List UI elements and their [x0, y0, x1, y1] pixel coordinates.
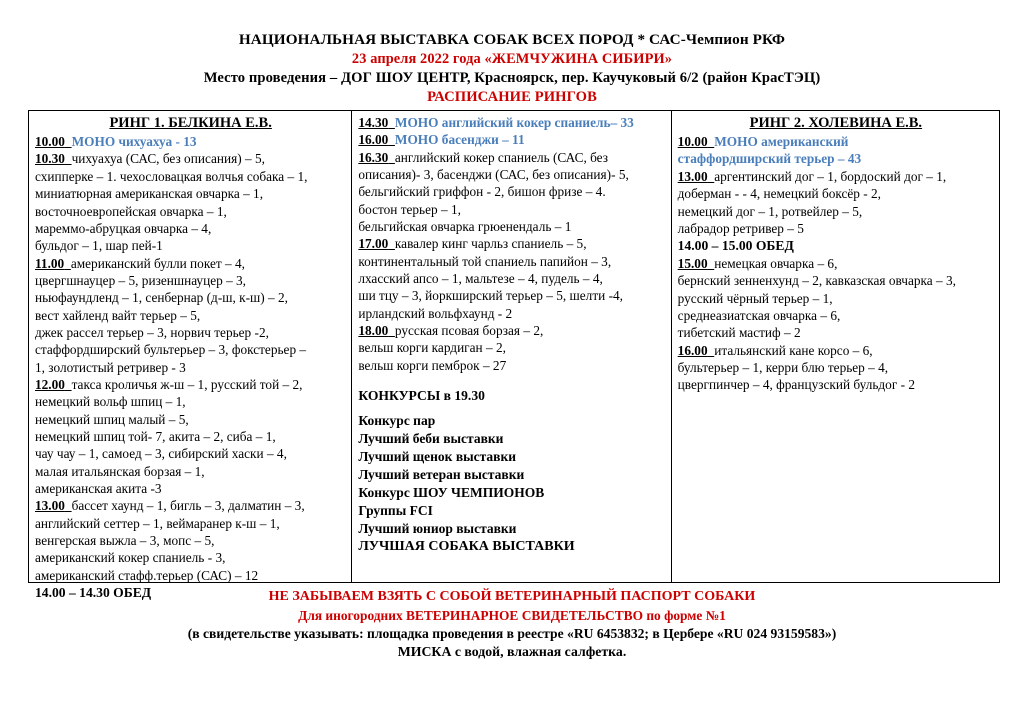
ring-2-title: РИНГ 2. ХОЛЕВИНА Е.В.	[749, 115, 923, 131]
entry-time: 14.30	[358, 115, 389, 130]
schedule-entry	[35, 307, 346, 324]
schedule-entry	[358, 357, 665, 374]
entry-time: 15.00	[677, 255, 708, 271]
entry-text: МОНО чихуахуа - 13	[71, 134, 197, 150]
schedule-entry	[678, 220, 994, 237]
contests-title: КОНКУРСЫ в 19.30	[358, 388, 485, 404]
schedule-entry	[35, 237, 346, 254]
entry-text: бассет хаунд – 1, бигль – 3, далматин – 3,	[71, 498, 305, 514]
entry-time: 11.00	[35, 255, 65, 271]
entry-text: бультерьер – 1, керри блю терьер – 4,	[677, 359, 889, 375]
schedule-entry	[358, 201, 665, 218]
schedule-entry	[678, 359, 994, 376]
ring-1-continued-column	[352, 111, 671, 582]
schedule-entry	[358, 322, 665, 339]
entry-time: 10.30	[35, 151, 65, 167]
entry-text: аргентинский дог – 1, бордоский дог – 1,	[714, 168, 947, 184]
entry-time: 16.30	[358, 149, 389, 165]
entry-text: лабрадор ретривер – 5	[677, 220, 804, 236]
ring-1-title: РИНГ 1. БЕЛКИНА Е.В.	[109, 115, 272, 131]
schedule-entry	[678, 290, 994, 307]
entry-text: русская псовая борзая – 2,	[394, 323, 544, 339]
entry-text: цвергпинчер – 4, французский бульдог - 2	[677, 377, 916, 393]
entry-text: чау чау – 1, самоед – 3, сибирский хаски – 4,	[35, 446, 287, 462]
schedule-entry	[678, 150, 994, 167]
entry-text: чихуахуа (САС, без описания) – 5,	[71, 151, 265, 167]
schedule-entry	[358, 166, 665, 183]
schedule-entry	[358, 287, 665, 304]
entry-text: немецкий шпиц малый – 5,	[35, 411, 189, 427]
schedule-entry	[35, 549, 346, 566]
contest-item-best-in-show: ЛУЧШАЯ СОБАКА ВЫСТАВКИ	[358, 538, 575, 554]
entry-text: английский сеттер – 1, веймаранер к-ш – 1,	[35, 515, 280, 531]
entry-time: 16.00	[677, 342, 708, 358]
document-footer	[0, 588, 1024, 661]
entry-text: немецкий вольф шпиц – 1,	[35, 394, 186, 410]
schedule-entry	[35, 255, 346, 272]
entry-text: среднеазиатская овчарка – 6,	[677, 307, 841, 323]
schedule-entry	[35, 203, 346, 220]
header-schedule-label: РАСПИСАНИЕ РИНГОВ	[427, 89, 597, 106]
schedule-entry	[678, 342, 994, 359]
entry-time: 10.00	[35, 134, 65, 150]
schedule-entry	[358, 235, 665, 252]
entry-text: русский чёрный терьер – 1,	[677, 290, 833, 306]
footer-passport-notice: НЕ ЗАБЫВАЕМ ВЗЯТЬ С СОБОЙ ВЕТЕРИНАРНЫЙ ПАСПОРТ СОБАКИ	[268, 589, 756, 604]
entry-text: ирландский вольфхаунд - 2	[358, 305, 513, 321]
entry-time: 17.00	[358, 236, 389, 252]
entry-text: доберман - - 4, немецкий боксёр - 2,	[677, 186, 882, 202]
schedule-entry	[35, 376, 346, 393]
footer-bowl-notice: МИСКА с водой, влажная салфетка.	[397, 643, 627, 659]
entry-time: 18.00	[358, 323, 389, 339]
entry-text: немецкий шпиц той- 7, акита – 2, сиба – 1,	[35, 428, 276, 444]
lunch-break-row	[678, 237, 994, 255]
footer-registry-notice: (в свидетельстве указывать: площадка проведения в реестре «RU 6453832; в Цербере «RU 024 93159583»)	[187, 625, 837, 641]
schedule-entry	[35, 289, 346, 306]
entry-text: немецкий дог – 1, ротвейлер – 5,	[677, 203, 863, 219]
schedule-entry	[678, 203, 994, 220]
entry-text: венгерская выжла – 3, мопс – 5,	[35, 533, 215, 549]
entry-text: американский стафф.терьер (САС) – 12	[35, 567, 259, 583]
schedule-entry	[678, 168, 994, 185]
schedule-entry	[358, 270, 665, 287]
contest-item: Конкурс ШОУ ЧЕМПИОНОВ	[358, 485, 545, 501]
contest-item: Конкурс пар	[358, 413, 436, 429]
schedule-entry	[358, 183, 665, 200]
schedule-entry	[678, 272, 994, 289]
contest-item: Группы FCI	[358, 503, 433, 518]
entry-text: малая итальянская борзая – 1,	[35, 463, 205, 479]
schedule-entry	[358, 339, 665, 356]
schedule-entry	[358, 253, 665, 270]
entry-text: стаффордширский терьер – 43	[677, 151, 862, 167]
schedule-entry	[678, 255, 994, 272]
schedule-entry	[35, 150, 346, 167]
entry-text: восточноевропейская овчарка – 1,	[35, 203, 227, 219]
entry-text: лхасский апсо – 1, мальтезе – 4, пудель – 4,	[358, 271, 603, 287]
entry-text: американский кокер спаниель - 3,	[35, 550, 226, 566]
entry-text: ньюфаундленд – 1, сенбернар (д-ш, к-ш) – 2,	[35, 290, 288, 306]
schedule-entry	[678, 324, 994, 341]
footer-certificate-notice: Для иногородних ВЕТЕРИНАРНОЕ СВИДЕТЕЛЬСТВО по форме №1	[298, 607, 726, 623]
entry-text: вельш корги пемброк – 27	[358, 357, 507, 373]
header-venue-line: Место проведения – ДОГ ШОУ ЦЕНТР, Красноярск, пер. Каучуковый 6/2 (район КрасТЭЦ)	[203, 70, 821, 87]
ring-1-column	[29, 111, 352, 601]
schedule-entry	[35, 393, 346, 410]
entry-text: вельш корги кардиган – 2,	[358, 340, 506, 356]
schedule-entry	[358, 218, 665, 235]
entry-text: МОНО басенджи – 11	[394, 132, 525, 148]
schedule-entry	[678, 185, 994, 202]
entry-text: бельгийская овчарка грюенендаль – 1	[358, 219, 572, 235]
schedule-entry	[35, 272, 346, 289]
document-header	[0, 0, 1024, 108]
entry-time: 12.00	[35, 376, 65, 392]
entry-text: бельгийский гриффон - 2, бишон фризе – 4.	[358, 184, 606, 200]
schedule-entry	[35, 497, 346, 514]
entry-text: такса кроличья ж-ш – 1, русский той – 2,	[71, 376, 303, 392]
schedule-entry	[35, 428, 346, 445]
entry-text: описания)- 3, басенджи (САС, без описания)- 5,	[358, 167, 629, 183]
schedule-entry	[35, 324, 346, 341]
entry-text: 1, золотистый ретривер - 3	[35, 359, 186, 375]
section-spacer	[358, 374, 665, 387]
entry-text: миниатюрная американская овчарка – 1,	[35, 186, 264, 202]
entry-text: бернский зенненхунд – 2, кавказская овчарка – 3,	[677, 273, 956, 289]
section-spacer	[358, 405, 665, 412]
schedule-entry	[35, 411, 346, 428]
entry-text: немецкая овчарка – 6,	[714, 255, 838, 271]
contest-item: Лучший ветеран выставки	[358, 467, 525, 483]
schedule-entry	[35, 133, 346, 150]
schedule-entry	[35, 463, 346, 480]
schedule-entry	[35, 168, 346, 185]
schedule-entry	[35, 185, 346, 202]
entry-text: МОНО американский	[714, 134, 849, 150]
entry-text: итальянский кане корсо – 6,	[714, 342, 873, 358]
schedule-entry	[35, 220, 346, 237]
schedule-entry	[678, 133, 994, 150]
entry-time: 13.00	[677, 168, 708, 184]
schedule-entry	[358, 131, 665, 148]
entry-text: МОНО английский кокер спаниель– 33	[394, 115, 634, 130]
ring-2-column	[672, 111, 999, 582]
entry-time: 13.00	[35, 498, 65, 514]
entry-text: бульдог – 1, шар пей-1	[35, 238, 163, 254]
schedule-entry	[35, 480, 346, 497]
entry-text: тибетский мастиф – 2	[677, 325, 801, 341]
schedule-entry	[678, 376, 994, 393]
entry-text: бостон терьер – 1,	[358, 201, 461, 217]
schedule-entry	[35, 341, 346, 358]
entry-text: ши тцу – 3, йоркширский терьер – 5, шелти -4,	[358, 288, 623, 304]
schedule-entry	[358, 149, 665, 166]
lunch-break-text: 14.00 – 14.30 ОБЕД	[35, 585, 152, 601]
entry-text: английский кокер спаниель (САС, без	[394, 149, 608, 165]
schedule-entry	[35, 445, 346, 462]
contest-item: Лучший юниор выставки	[358, 520, 517, 536]
entry-text: континентальный той спаниель папийон – 3,	[358, 253, 612, 269]
contest-item: Лучший щенок выставки	[358, 449, 517, 465]
contest-item: Лучший беби выставки	[358, 431, 504, 447]
schedule-entry	[35, 359, 346, 376]
schedule-entry	[358, 305, 665, 322]
schedule-entry	[35, 515, 346, 532]
entry-text: кавалер кинг чарльз спаниель – 5,	[394, 236, 587, 252]
entry-text: схипперке – 1. чехословацкая волчья собака – 1,	[35, 168, 308, 184]
entry-text: стаффордширский бультерьер – 3, фокстерьер –	[35, 342, 307, 358]
entry-text: мареммо-абруцкая овчарка – 4,	[35, 220, 212, 236]
entry-text: американский булли покет – 4,	[70, 255, 245, 271]
lunch-break-text: 14.00 – 15.00 ОБЕД	[677, 238, 794, 254]
entry-text: цвергшнауцер – 5, ризеншнауцер – 3,	[35, 272, 247, 288]
schedule-entry	[35, 567, 346, 584]
entry-time: 16.00	[358, 132, 389, 148]
entry-text: джек рассел терьер – 3, норвич терьер -2,	[35, 324, 269, 340]
entry-text: вест хайленд вайт терьер – 5,	[35, 307, 201, 323]
header-date-line: 23 апреля 2022 года «ЖЕМЧУЖИНА СИБИРИ»	[351, 51, 673, 68]
schedule-entry	[358, 114, 665, 131]
header-title-line: НАЦИОНАЛЬНАЯ ВЫСТАВКА СОБАК ВСЕХ ПОРОД * САС-Чемпион РКФ	[238, 31, 786, 48]
schedule-entry	[35, 532, 346, 549]
entry-time: 10.00	[677, 134, 708, 150]
entry-text: американская акита -3	[35, 481, 162, 496]
schedule-entry	[678, 307, 994, 324]
